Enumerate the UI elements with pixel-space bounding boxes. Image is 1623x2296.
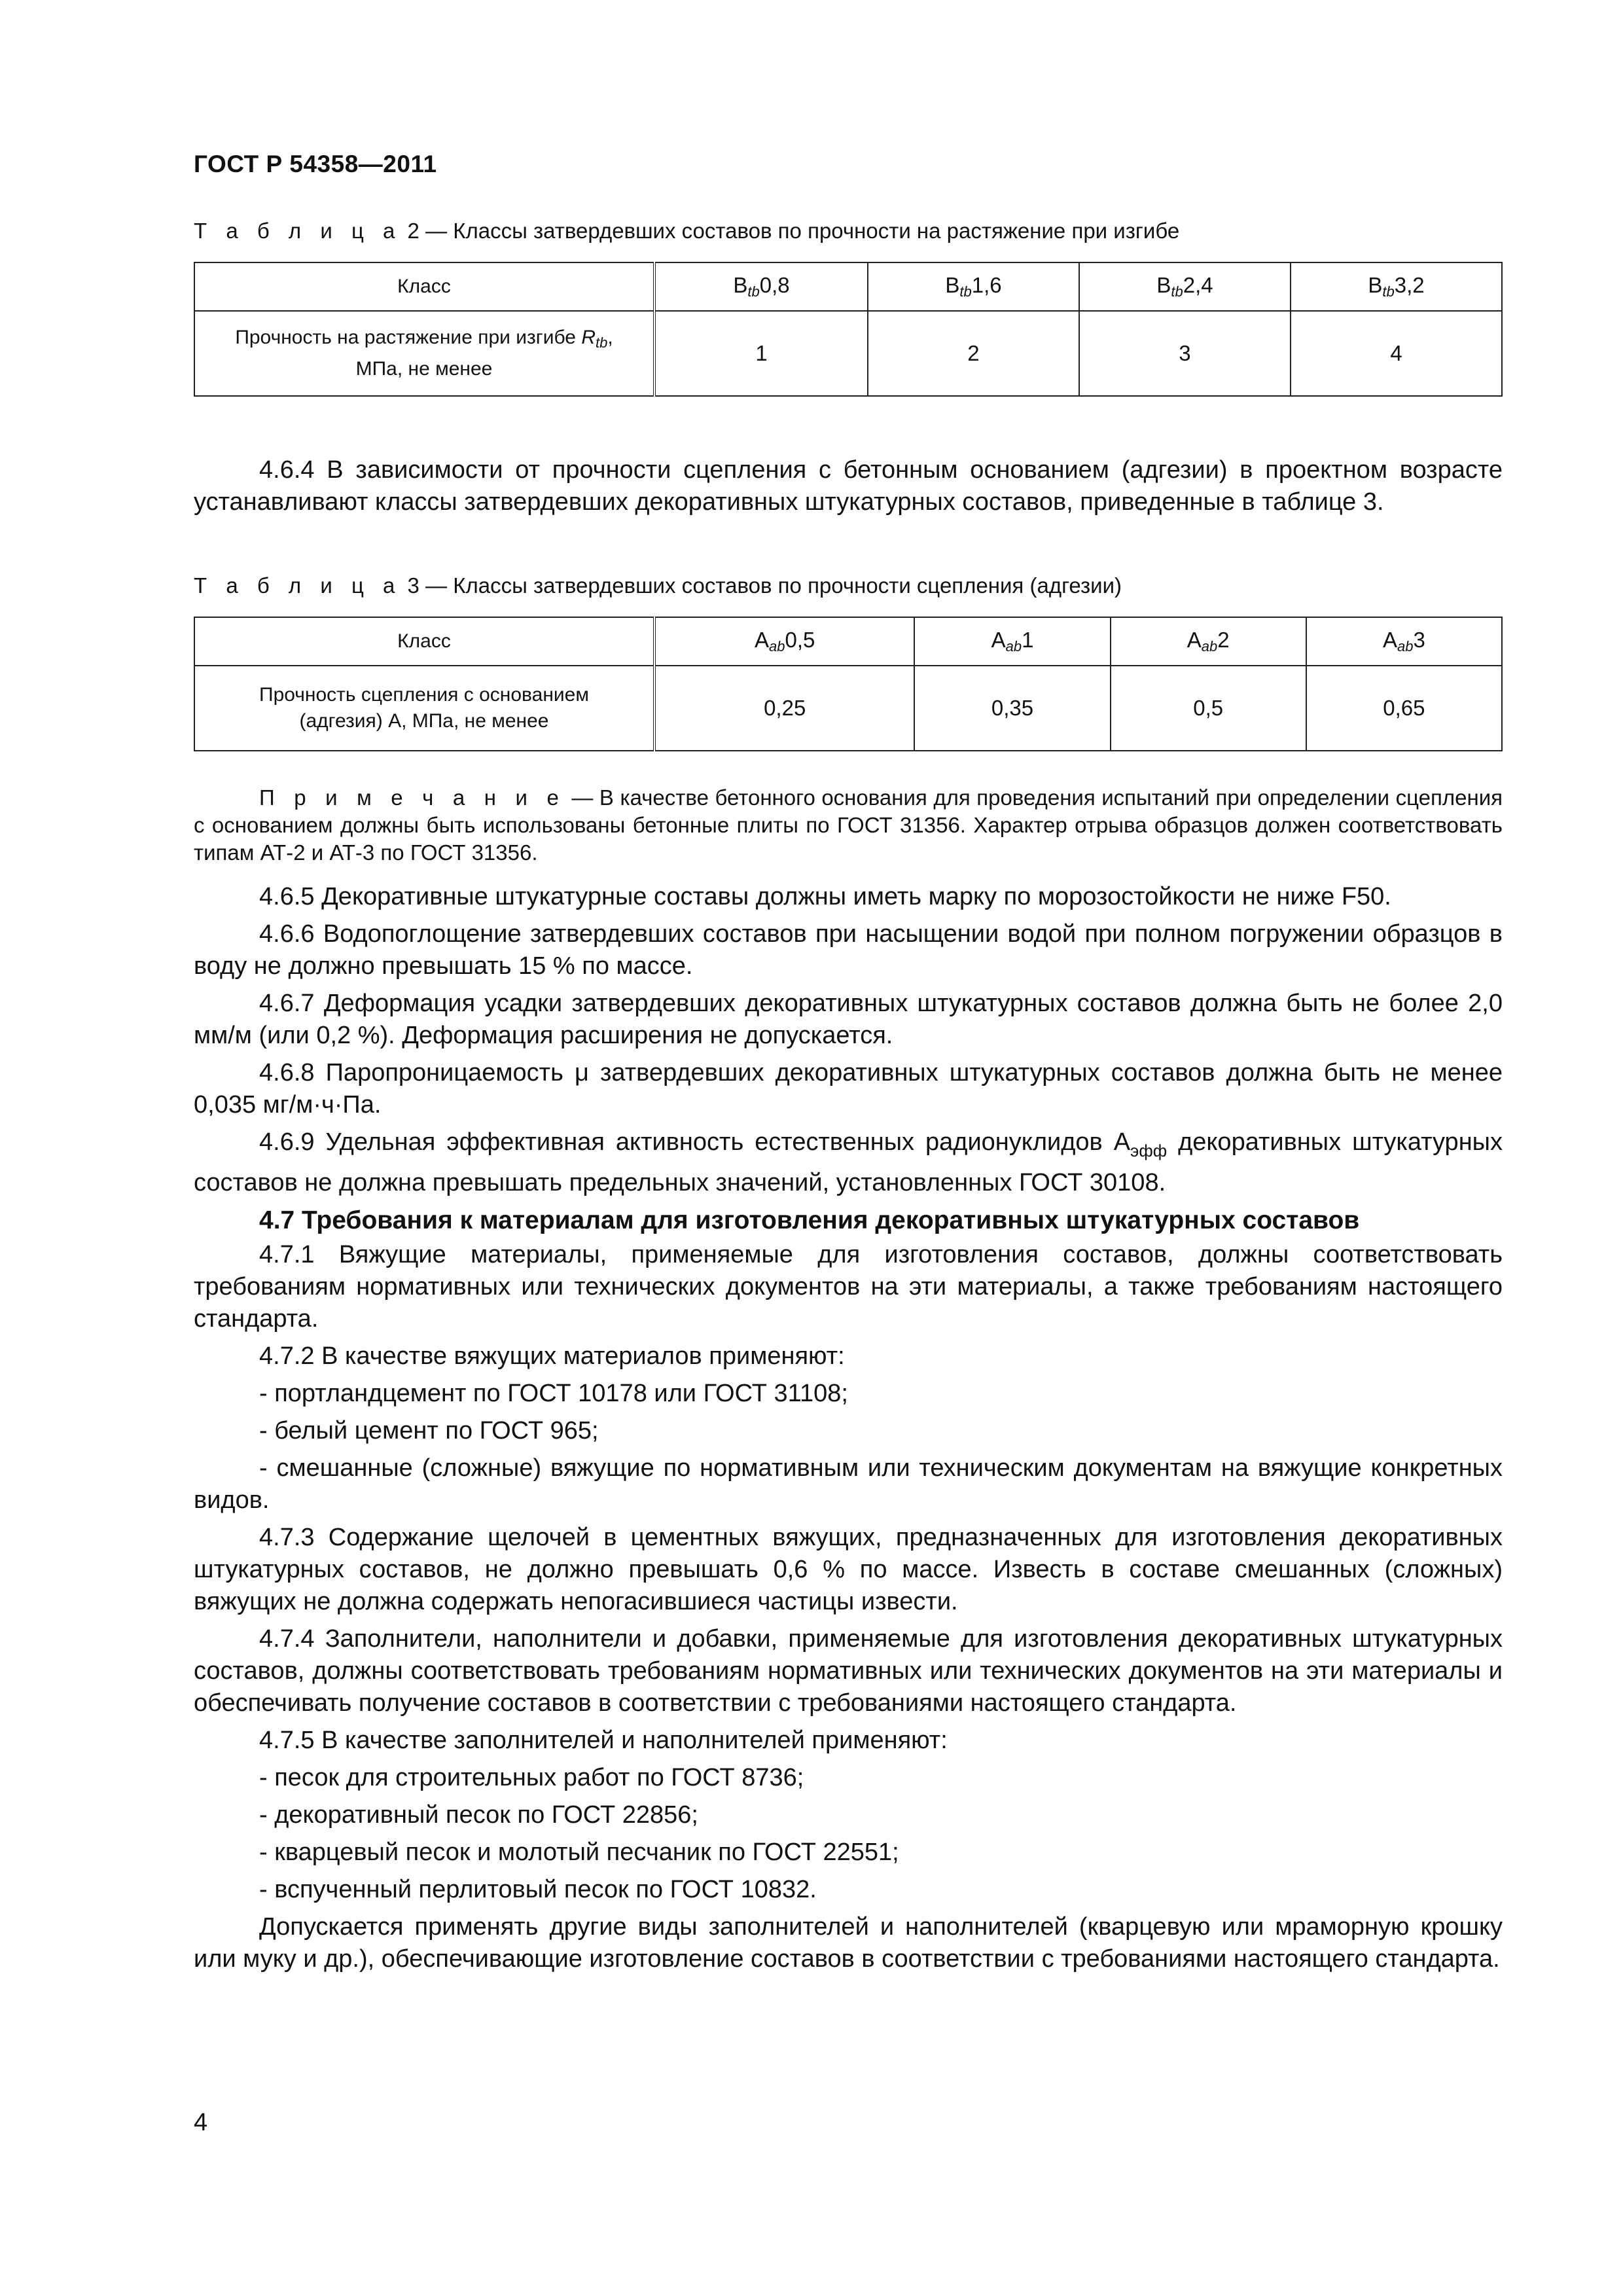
note-label: П р и м е ч а н и е <box>259 785 565 810</box>
table2-value-row <box>194 311 1502 396</box>
paragraph-4-7-5: 4.7.5 В качестве заполнителей и наполнителей применяют: <box>259 1727 948 1754</box>
table3-value-cell: 0,65 <box>1306 666 1502 751</box>
list-item: - кварцевый песок и молотый песчаник по ГОСТ 22551; <box>259 1839 899 1866</box>
table3-class-cell: $A_{ab}0,5$ <box>654 617 914 666</box>
table2-class-row <box>194 262 1502 311</box>
list-item: - декоративный песок по ГОСТ 22856; <box>259 1801 698 1829</box>
table2-value-header: Прочность на растяжение при изгибе $R_{tb}$, МПа, не менее <box>194 311 654 396</box>
table3-value-header: Прочность сцепления с основанием (адгезия) А, МПа, не менее <box>194 666 654 751</box>
paragraph-4-6-9: 4.6.9 Удельная эффективная активность естественных радионуклидов $А_{эфф}$ декоративных штукатурных составов не должна превышать предельных значений, установленных ГОСТ 30108. <box>194 1128 1503 1196</box>
paragraph-4-7-3: 4.7.3 Содержание щелочей в цементных вяжущих, предназначенных для изготовления декоративных штукатурных составов, не должно превышать 0,6 % по массе. Известь в составе смешанных (сложных) вяжущих не должна содержать непогасившиеся частицы извести. <box>194 1524 1503 1615</box>
table2-value-cell: 3 <box>1079 311 1291 396</box>
list-item: - белый цемент по ГОСТ 965; <box>259 1417 599 1444</box>
paragraph-4-6-8: 4.6.8 Паропроницаемость μ затвердевших декоративных штукатурных составов должна быть не менее 0,035 мг/м·ч·Па. <box>194 1059 1503 1119</box>
table3-class-cell: $A_{ab}3$ <box>1306 617 1502 666</box>
table2-value-cell: 4 <box>1291 311 1502 396</box>
table3-value-row <box>194 666 1502 751</box>
paragraph-4-7-2: 4.7.2 В качестве вяжущих материалов применяют: <box>259 1342 845 1370</box>
table3-class-cell: $A_{ab}1$ <box>914 617 1110 666</box>
paragraph-4-6-7: 4.6.7 Деформация усадки затвердевших декоративных штукатурных составов должна быть не более 2,0 мм/м (или 0,2 %). Деформация расширения не допускается. <box>194 990 1503 1049</box>
document-page <box>194 151 1503 1981</box>
document-header: ГОСТ Р 54358—2011 <box>194 151 437 177</box>
list-item: - песок для строительных работ по ГОСТ 8736; <box>259 1764 804 1791</box>
table3-value-cell: 0,25 <box>654 666 914 751</box>
table3-label: Т а б л и ц а <box>194 573 402 598</box>
table2-row-header: Класс <box>194 262 654 311</box>
table2-class-cell: $B_{tb}0,8$ <box>654 262 868 311</box>
table3-class-row <box>194 617 1502 666</box>
table3-caption-text: 3 — Классы затвердевших составов по прочности сцепления (адгезии) <box>407 573 1122 598</box>
paragraph-4-6-4: 4.6.4 В зависимости от прочности сцепления с бетонным основанием (адгезии) в проектном возрасте устанавливают классы затвердевших декоративных штукатурных составов, приведенные в таблице 3. <box>194 456 1503 516</box>
paragraph-4-7-4: 4.7.4 Заполнители, наполнители и добавки, применяемые для изготовления декоративных штукатурных составов, должны соответствовать требованиям нормативных или технических документов на эти материалы и обеспечивать получение составов в соответствии с требованиями настоящего стандарта. <box>194 1625 1503 1717</box>
note-text: — В качестве бетонного основания для проведения испытаний при определении сцепления с основанием должны быть использованы бетонные плиты по ГОСТ 31356. Характер отрыва образцов должен соответствовать типам АТ-2 и АТ-3 по ГОСТ 31356. <box>194 785 1503 865</box>
paragraph-4-6-5: 4.6.5 Декоративные штукатурные составы должны иметь марку по морозостойкости не ниже F50. <box>259 883 1391 910</box>
table3-note <box>194 784 1503 867</box>
paragraph-4-6-6: 4.6.6 Водопоглощение затвердевших составов при насыщении водой при полном погружении образцов в воду не должно превышать 15 % по массе. <box>194 920 1503 980</box>
table3-value-cell: 0,5 <box>1111 666 1306 751</box>
table2-value-cell: 2 <box>868 311 1079 396</box>
table2 <box>194 262 1503 397</box>
table2-caption-text: 2 — Классы затвердевших составов по прочности на растяжение при изгибе <box>407 219 1180 243</box>
section-4-7-heading: 4.7 Требования к материалам для изготовления декоративных штукатурных составов <box>259 1206 1360 1234</box>
list-item: - портландцемент по ГОСТ 10178 или ГОСТ 31108; <box>259 1380 848 1407</box>
list-item: - смешанные (сложные) вяжущие по нормативным или техническим документам на вяжущие конкретных видов. <box>194 1454 1503 1514</box>
page-number: 4 <box>194 2109 208 2136</box>
table3 <box>194 617 1503 751</box>
table3-caption <box>194 573 1503 598</box>
table3-row-header: Класс <box>194 617 654 666</box>
list-item: - вспученный перлитовый песок по ГОСТ 10832. <box>259 1876 817 1903</box>
table2-class-cell: $B_{tb}2,4$ <box>1079 262 1291 311</box>
table2-caption <box>194 219 1503 243</box>
table2-class-cell: $B_{tb}3,2$ <box>1291 262 1502 311</box>
table2-class-cell: $B_{tb}1,6$ <box>868 262 1079 311</box>
table3-value-cell: 0,35 <box>914 666 1110 751</box>
table3-class-cell: $A_{ab}2$ <box>1111 617 1306 666</box>
table2-label: Т а б л и ц а <box>194 219 402 243</box>
table2-value-cell: 1 <box>654 311 868 396</box>
paragraph-final: Допускается применять другие виды заполнителей и наполнителей (кварцевую или мраморную крошку или муку и др.), обеспечивающие изготовление составов в соответствии с требованиями настоящего стандарта. <box>194 1913 1503 1973</box>
paragraph-4-7-1: 4.7.1 Вяжущие материалы, применяемые для изготовления составов, должны соответствовать требованиям нормативных или технических документов на эти материалы, а также требованиям настоящего стандарта. <box>194 1241 1503 1333</box>
